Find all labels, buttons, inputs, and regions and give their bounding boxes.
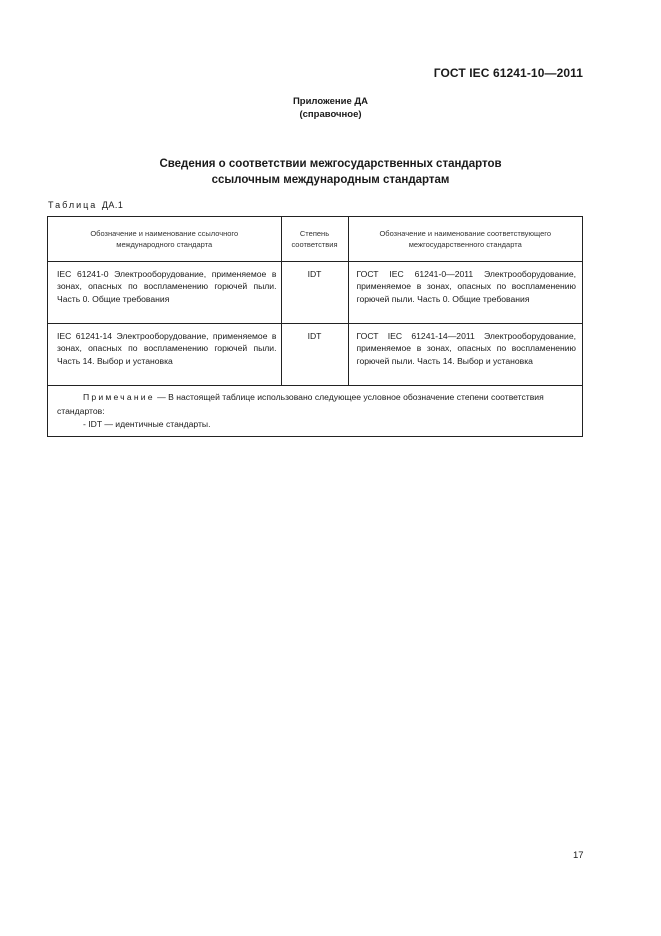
column-header-degree: Степень соответствия — [281, 217, 348, 262]
national-standard-cell: ГОСТ IEC 61241-14—2011 Электрооборудование, применяемое в зонах, опасных по воспламенению горючей пыли. Часть 14. Выбор и установка — [348, 324, 582, 386]
column-header-national: Обозначение и наименование соответствующего межгосударственного стандарта — [348, 217, 582, 262]
table-row — [48, 262, 582, 324]
table-row — [48, 324, 582, 386]
note-item: - IDT — идентичные стандарты. — [83, 419, 211, 429]
table-header-row — [48, 217, 582, 262]
note-body: — В настоящей таблице использовано следующее условное обозначение степени соответствия стандартов: — [57, 392, 544, 416]
international-standard-cell: IEC 61241-0 Электрооборудование, применяемое в зонах, опасных по воспламенению горючей пыли. Часть 0. Общие требования — [48, 262, 281, 324]
document-code: ГОСТ IEC 61241-10—2011 — [433, 66, 583, 80]
annex-subtitle: (справочное) — [299, 109, 362, 120]
note-label: Примечание — [83, 392, 155, 402]
annex-title: Приложение ДА — [292, 96, 369, 107]
table-caption-number: ДА.1 — [101, 200, 124, 210]
correspondence-table — [47, 216, 583, 437]
section-heading-line-2: ссылочным международным стандартам — [211, 174, 450, 186]
page-number: 17 — [573, 850, 584, 861]
degree-cell: IDT — [281, 324, 348, 386]
table-caption-label: Таблица — [48, 200, 98, 210]
column-header-international: Обозначение и наименование ссылочного международного стандарта — [48, 217, 281, 262]
note-text — [57, 391, 575, 418]
national-standard-cell: ГОСТ IEC 61241-0—2011 Электрооборудование, применяемое в зонах, опасных по воспламенению горючей пыли. Часть 0. Общие требования — [348, 262, 582, 324]
degree-cell: IDT — [281, 262, 348, 324]
table-note — [57, 391, 575, 432]
international-standard-cell: IEC 61241-14 Электрооборудование, применяемое в зонах, опасных по воспламенению горючей пыли. Часть 14. Выбор и установка — [48, 324, 281, 386]
table-caption — [48, 200, 123, 210]
section-heading-line-1: Сведения о соответствии межгосударственных стандартов — [159, 158, 502, 170]
